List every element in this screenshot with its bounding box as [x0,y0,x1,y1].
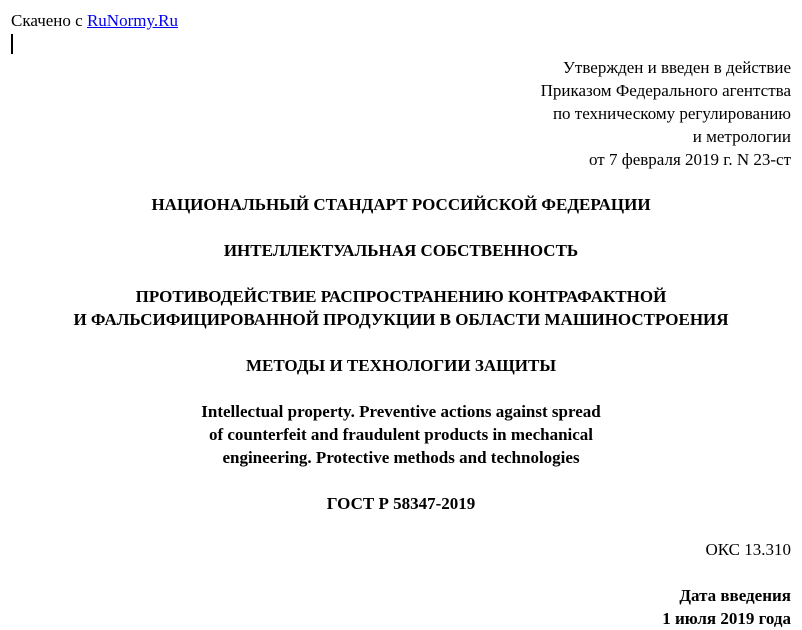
oks-code: ОКС 13.310 [705,540,791,559]
introduction-label: Дата введения [679,586,791,605]
national-standard-text: НАЦИОНАЛЬНЫЙ СТАНДАРТ РОССИЙСКОЙ ФЕДЕРАЦИИ [151,195,651,214]
approval-block [541,56,791,171]
approval-line: Утвержден и введен в действие [562,58,791,77]
source-prefix: Скачено с [11,11,83,30]
source-link[interactable]: RuNormy.Ru [86,11,178,30]
approval-line: от 7 февраля 2019 г. N 23-ст [588,150,791,169]
counteraction-heading [0,285,802,331]
english-title-line: Intellectual property. Preventive actions against spread [201,402,601,421]
source-line [11,9,178,32]
english-title-line: engineering. Protective methods and technologies [222,448,580,467]
methods-heading [0,354,802,377]
introduction-date-block [662,584,791,630]
text-cursor [11,34,13,54]
english-title [0,400,802,469]
gost-number [0,492,802,515]
gost-number-text: ГОСТ Р 58347-2019 [326,494,476,513]
intellectual-property-heading [0,239,802,262]
approval-line: по техническому регулированию [552,104,791,123]
counteraction-line: ПРОТИВОДЕЙСТВИЕ РАСПРОСТРАНЕНИЮ КОНТРАФАКТНОЙ [135,287,667,306]
counteraction-line: И ФАЛЬСИФИЦИРОВАННОЙ ПРОДУКЦИИ В ОБЛАСТИ МАШИНОСТРОЕНИЯ [73,310,729,329]
methods-text: МЕТОДЫ И ТЕХНОЛОГИИ ЗАЩИТЫ [245,356,557,375]
introduction-date: 1 июля 2019 года [662,609,791,628]
national-standard-heading [0,193,802,216]
approval-line: и метрологии [692,127,791,146]
approval-line: Приказом Федерального агентства [540,81,791,100]
intellectual-property-text: ИНТЕЛЛЕКТУАЛЬНАЯ СОБСТВЕННОСТЬ [223,241,579,260]
english-title-line: of counterfeit and fraudulent products in mechanical [208,425,594,444]
